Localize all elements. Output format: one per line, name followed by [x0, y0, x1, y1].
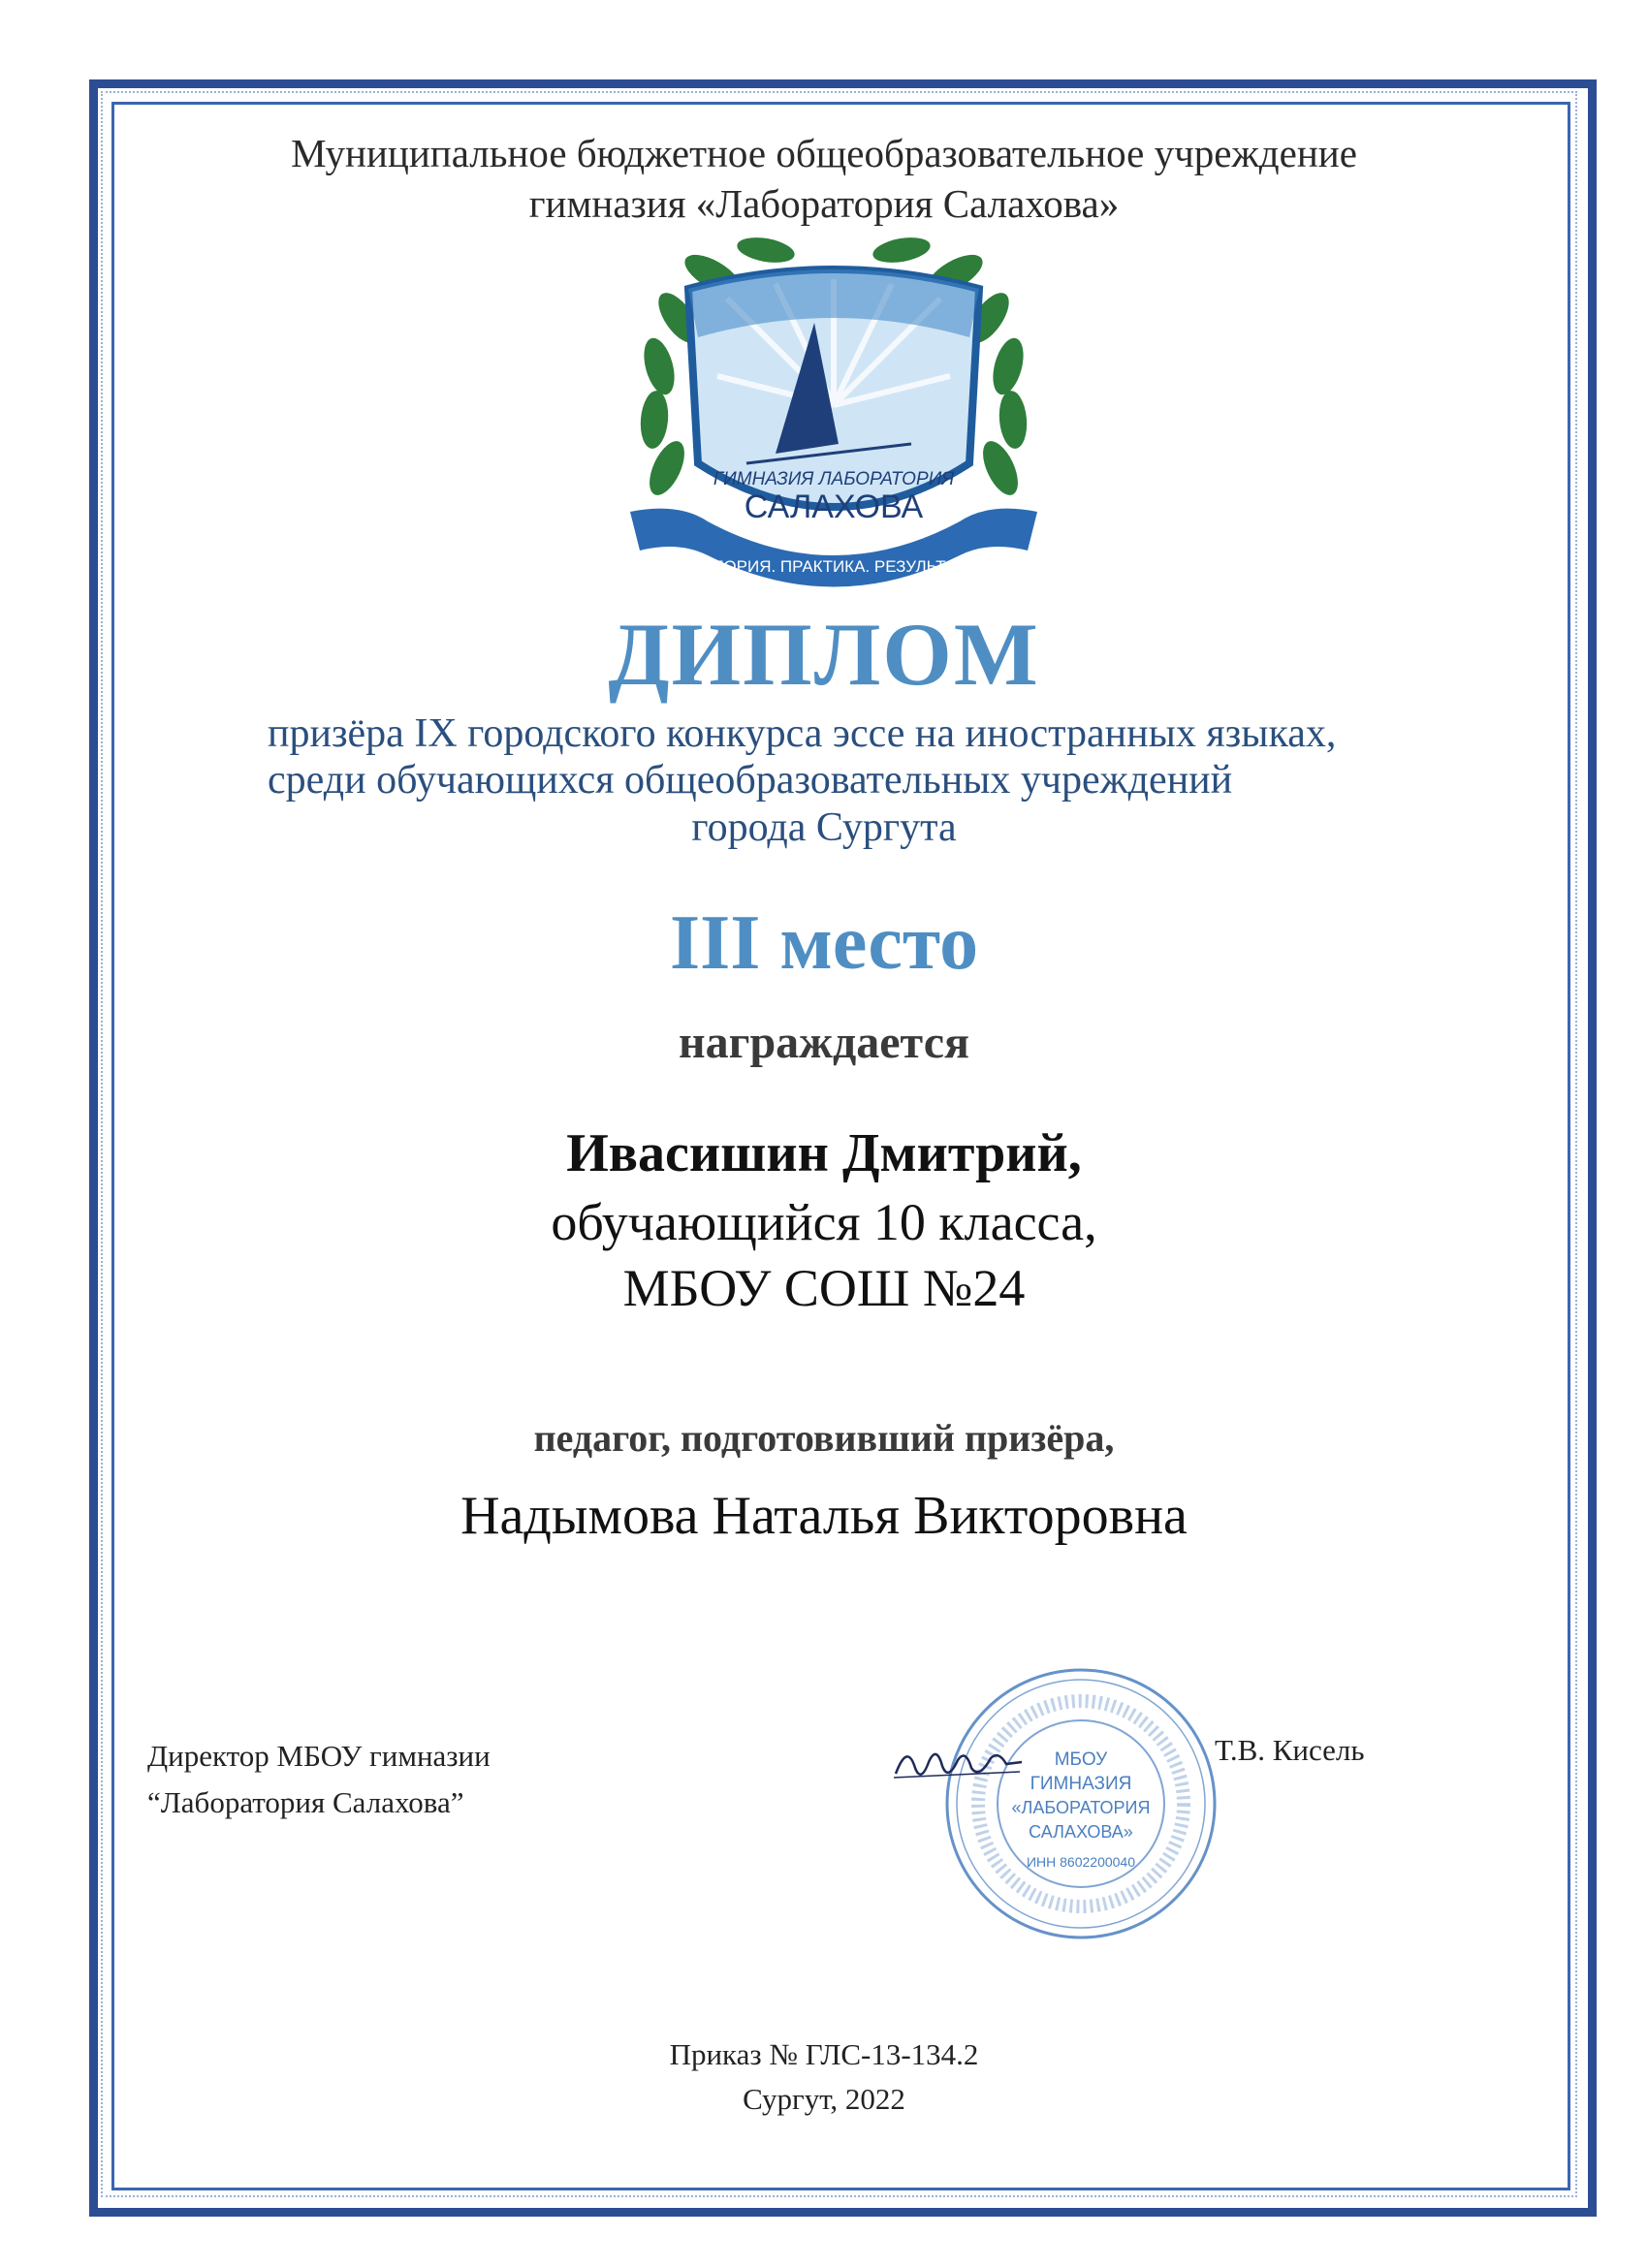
recipient-school: МБОУ СОШ №24	[622, 1259, 1026, 1317]
institution-line-2: гимназия «Лаборатория Салахова»	[528, 181, 1120, 226]
director-position-line-2: “Лаборатория Салахова”	[147, 1785, 464, 1819]
diploma-title: ДИПЛОМ	[608, 605, 1040, 704]
order-footer	[0, 2032, 1648, 2122]
official-stamp	[940, 1663, 1221, 1944]
recipient-name: Ивасишин Дмитрий,	[566, 1123, 1082, 1183]
emblem-main-text: САЛАХОВА	[744, 488, 924, 525]
stamp-line-1: МБОУ	[1054, 1749, 1108, 1770]
director-position-line-1: Директор МБОУ гимназии	[147, 1739, 491, 1773]
emblem-motto: ТЕОРИЯ. ПРАКТИКА. РЕЗУЛЬТАТ	[702, 557, 966, 576]
recipient-class: обучающийся 10 класса,	[551, 1193, 1097, 1251]
teacher-label: педагог, подготовивший призёра,	[533, 1416, 1115, 1460]
awarded-label: награждается	[679, 1017, 969, 1068]
order-number: Приказ № ГЛС-13-134.2	[669, 2037, 979, 2071]
teacher-name: Надымова Наталья Викторовна	[460, 1486, 1188, 1546]
stamp-line-3: «ЛАБОРАТОРИЯ	[1011, 1798, 1151, 1817]
subtitle-line-1: призёра IX городского конкурса эссе на иностранных языках,	[268, 711, 1337, 756]
director-position	[147, 1733, 491, 1826]
place-year: Сургут, 2022	[743, 2082, 905, 2116]
subtitle-line-2: среди обучающихся общеобразовательных учреждений	[268, 758, 1233, 803]
stamp-line-2: ГИМНАЗИЯ	[1030, 1774, 1132, 1794]
place-heading: III место	[669, 900, 979, 986]
emblem-top-text: ГИМНАЗИЯ ЛАБОРАТОРИЯ	[713, 469, 955, 489]
institution-line-1: Муниципальное бюджетное общеобразовательное учреждение	[291, 131, 1357, 175]
director-signature	[890, 1735, 1026, 1793]
gymnasium-emblem	[620, 231, 1047, 589]
stamp-line-4: САЛАХОВА»	[1029, 1822, 1133, 1842]
director-name: Т.В. Кисель	[1215, 1733, 1365, 1767]
stamp-inn: ИНН 8602200040	[1026, 1854, 1136, 1870]
subtitle-line-3: города Сургута	[691, 805, 957, 850]
institution-header	[0, 128, 1648, 229]
